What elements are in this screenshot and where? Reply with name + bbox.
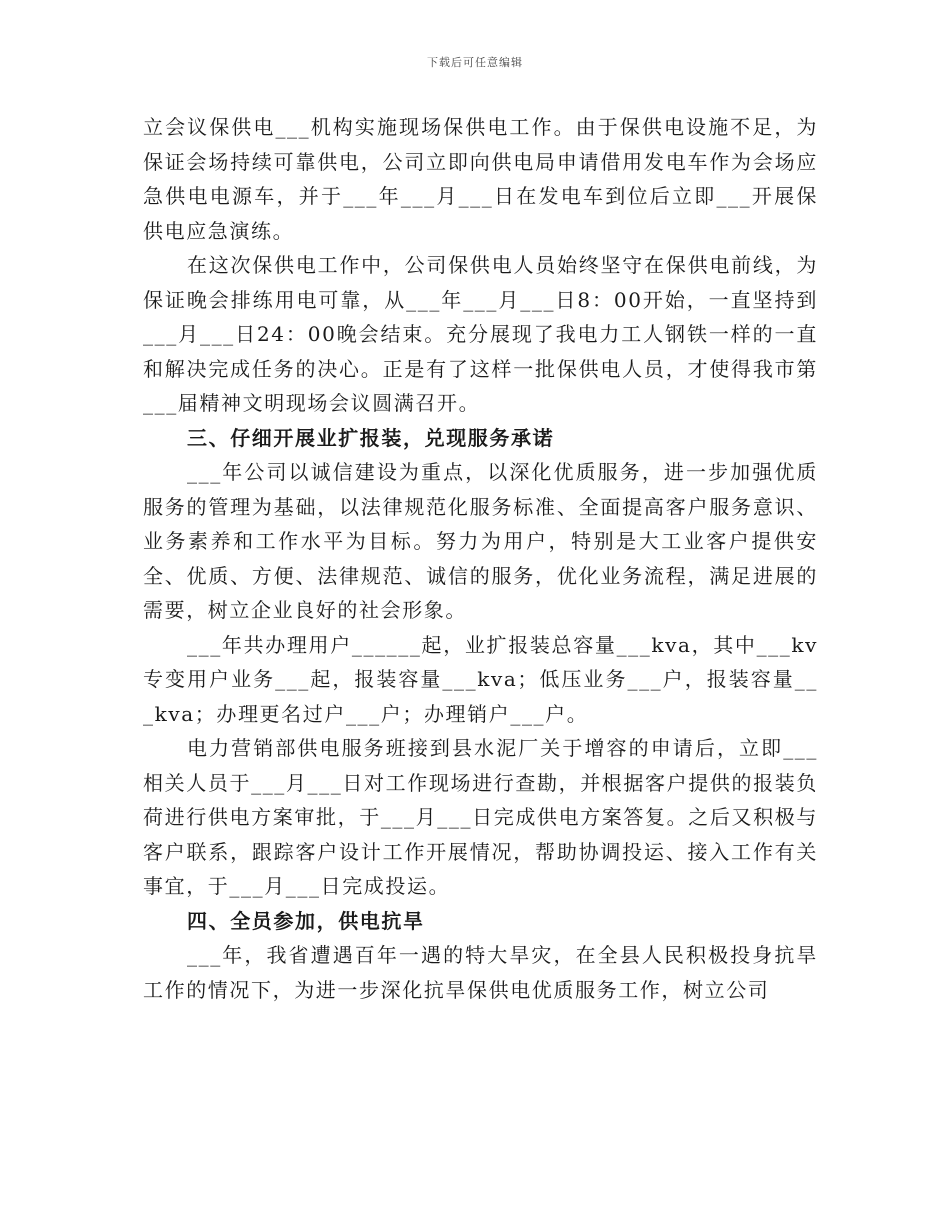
document-body [143, 110, 818, 1007]
paragraph-continued: 立会议保供电___机构实施现场保供电工作。由于保供电设施不足，为保证会场持续可靠供电，公司立即向供电局申请借用发电车作为会场应急供电电源车，并于___年___月___日在发电车到位后立即___开展保供电应急演练。 [143, 115, 818, 243]
paragraph-service-goals: ___年公司以诚信建设为重点，以深化优质服务，进一步加强优质服务的管理为基础，以法律规范化服务标准、全面提高客户服务意识、业务素养和工作水平为目标。努力为用户，特别是大工业客户提供安全、优质、方便、法律规范、诚信的服务，优化业务流程，满足进展的需要，树立企业良好的社会形象。 [143, 460, 818, 622]
paragraph-statistics: ___年共办理用户______起，业扩报装总容量___kva，其中___kv专变用户业务___起，报装容量___kva；低压业务___户，报装容量___kva；办理更名过户___户；办理销户___户。 [143, 632, 818, 726]
section-heading-3: 三、仔细开展业扩报装，兑现服务承诺 [187, 425, 555, 450]
section-heading-4: 四、全员参加，供电抗旱 [187, 908, 425, 933]
page-header: 下载后可任意编辑 [427, 56, 523, 69]
paragraph-cement-plant: 电力营销部供电服务班接到县水泥厂关于增容的申请后，立即___相关人员于___月___日对工作现场进行查勘，并根据客户提供的报装负荷进行供电方案审批，于___月___日完成供电方案答复。之后又积极与客户联系，跟踪客户设计工作开展情况，帮助协调投运、接入工作有关事宜，于___月___日完成投运。 [143, 736, 818, 898]
paragraph-power-staff: 在这次保供电工作中，公司保供电人员始终坚守在保供电前线，为保证晚会排练用电可靠，从___年___月___日8：00开始，一直坚持到___月___日24：00晚会结束。充分展现了我电力工人钢铁一样的一直和解决完成任务的决心。正是有了这样一批保供电人员，才使得我市第___届精神文明现场会议圆满召开。 [143, 253, 818, 415]
paragraph-drought: ___年，我省遭遇百年一遇的特大旱灾，在全县人民积极投身抗旱工作的情况下，为进一步深化抗旱保供电优质服务工作，树立公司 [143, 943, 818, 1002]
